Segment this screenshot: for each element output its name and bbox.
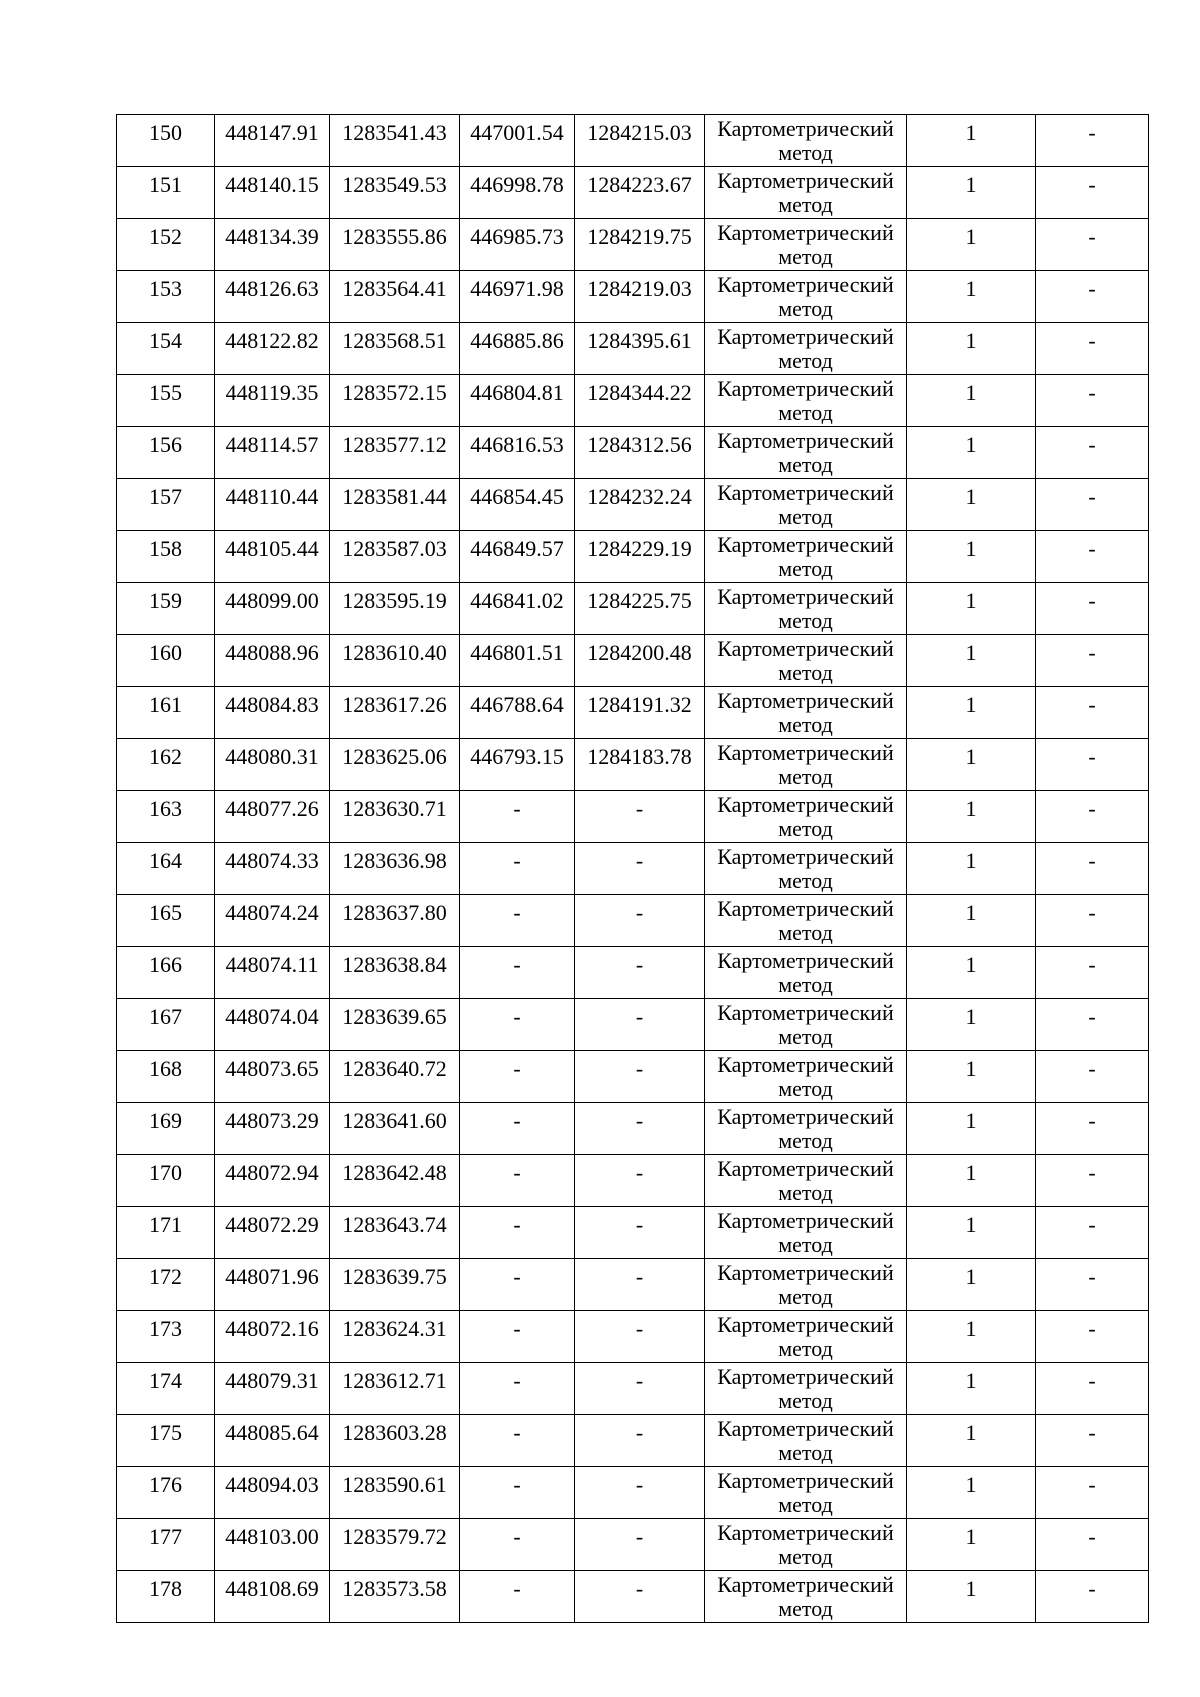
point-number-cell: 154 [117,323,215,375]
existing-y-cell: 1283617.26 [330,687,460,739]
method-text: Картометрический метод [717,169,894,216]
refined-x-cell: - [460,1155,575,1207]
existing-x-cell: 448074.11 [215,947,330,999]
accuracy-cell: 1 [907,1363,1036,1415]
method-cell [705,739,907,791]
refined-x-cell: - [460,1571,575,1623]
point-number-cell: 152 [117,219,215,271]
existing-x-cell: 448147.91 [215,115,330,167]
method-text: Картометрический метод [717,481,894,528]
note-cell: - [1036,687,1149,739]
method-cell [705,895,907,947]
existing-y-cell: 1283624.31 [330,1311,460,1363]
existing-x-cell: 448085.64 [215,1415,330,1467]
existing-x-cell: 448074.24 [215,895,330,947]
refined-y-cell: 1284225.75 [575,583,705,635]
refined-x-cell: - [460,1363,575,1415]
refined-x-cell: 446816.53 [460,427,575,479]
refined-y-cell: - [575,1415,705,1467]
method-text: Картометрический метод [717,377,894,424]
note-cell: - [1036,1207,1149,1259]
refined-y-cell: - [575,999,705,1051]
refined-x-cell: 446793.15 [460,739,575,791]
method-text: Картометрический метод [717,1157,894,1204]
accuracy-cell: 1 [907,219,1036,271]
method-text: Картометрический метод [717,585,894,632]
existing-y-cell: 1283603.28 [330,1415,460,1467]
accuracy-cell: 1 [907,687,1036,739]
refined-x-cell: - [460,947,575,999]
existing-y-cell: 1283625.06 [330,739,460,791]
accuracy-cell: 1 [907,531,1036,583]
refined-x-cell: - [460,999,575,1051]
accuracy-cell: 1 [907,583,1036,635]
coordinates-table [116,114,1149,1623]
method-text: Картометрический метод [717,1313,894,1360]
existing-x-cell: 448094.03 [215,1467,330,1519]
refined-x-cell: - [460,791,575,843]
accuracy-cell: 1 [907,271,1036,323]
accuracy-cell: 1 [907,375,1036,427]
accuracy-cell: 1 [907,323,1036,375]
refined-x-cell: 446788.64 [460,687,575,739]
method-cell [705,167,907,219]
refined-y-cell: - [575,791,705,843]
table-row [117,843,1149,895]
table-row [117,219,1149,271]
accuracy-cell: 1 [907,1207,1036,1259]
refined-y-cell: - [575,947,705,999]
existing-x-cell: 448072.16 [215,1311,330,1363]
existing-y-cell: 1283610.40 [330,635,460,687]
existing-x-cell: 448134.39 [215,219,330,271]
refined-y-cell: 1284200.48 [575,635,705,687]
existing-x-cell: 448072.29 [215,1207,330,1259]
method-cell [705,1207,907,1259]
note-cell: - [1036,1311,1149,1363]
method-cell [705,531,907,583]
method-cell [705,843,907,895]
table-row [117,115,1149,167]
refined-x-cell: - [460,1415,575,1467]
point-number-cell: 155 [117,375,215,427]
refined-x-cell: - [460,895,575,947]
point-number-cell: 163 [117,791,215,843]
note-cell: - [1036,1155,1149,1207]
accuracy-cell: 1 [907,1519,1036,1571]
existing-y-cell: 1283612.71 [330,1363,460,1415]
point-number-cell: 167 [117,999,215,1051]
table-row [117,1519,1149,1571]
accuracy-cell: 1 [907,1155,1036,1207]
note-cell: - [1036,479,1149,531]
existing-y-cell: 1283581.44 [330,479,460,531]
note-cell: - [1036,375,1149,427]
refined-x-cell: - [460,1207,575,1259]
refined-y-cell: 1284219.75 [575,219,705,271]
existing-x-cell: 448074.04 [215,999,330,1051]
table-row [117,479,1149,531]
refined-y-cell: - [575,895,705,947]
existing-y-cell: 1283564.41 [330,271,460,323]
accuracy-cell: 1 [907,479,1036,531]
method-cell [705,1467,907,1519]
existing-y-cell: 1283637.80 [330,895,460,947]
existing-x-cell: 448084.83 [215,687,330,739]
accuracy-cell: 1 [907,843,1036,895]
table-row [117,895,1149,947]
accuracy-cell: 1 [907,1051,1036,1103]
accuracy-cell: 1 [907,1103,1036,1155]
point-number-cell: 175 [117,1415,215,1467]
point-number-cell: 160 [117,635,215,687]
method-cell [705,323,907,375]
method-text: Картометрический метод [717,1209,894,1256]
existing-x-cell: 448105.44 [215,531,330,583]
note-cell: - [1036,999,1149,1051]
method-cell [705,1571,907,1623]
point-number-cell: 153 [117,271,215,323]
existing-y-cell: 1283568.51 [330,323,460,375]
refined-x-cell: 446801.51 [460,635,575,687]
existing-y-cell: 1283642.48 [330,1155,460,1207]
refined-y-cell: - [575,843,705,895]
existing-y-cell: 1283573.58 [330,1571,460,1623]
accuracy-cell: 1 [907,1571,1036,1623]
table-row [117,583,1149,635]
method-text: Картометрический метод [717,1573,894,1620]
method-cell [705,115,907,167]
existing-x-cell: 448103.00 [215,1519,330,1571]
refined-x-cell: - [460,843,575,895]
method-cell [705,1259,907,1311]
refined-x-cell: 446985.73 [460,219,575,271]
method-cell [705,1051,907,1103]
method-cell [705,1519,907,1571]
note-cell: - [1036,271,1149,323]
accuracy-cell: 1 [907,1259,1036,1311]
existing-x-cell: 448071.96 [215,1259,330,1311]
refined-y-cell: - [575,1311,705,1363]
table-row [117,271,1149,323]
method-cell [705,1103,907,1155]
method-cell [705,271,907,323]
point-number-cell: 164 [117,843,215,895]
table-row [117,1051,1149,1103]
point-number-cell: 165 [117,895,215,947]
table-row [117,323,1149,375]
point-number-cell: 159 [117,583,215,635]
method-cell [705,999,907,1051]
refined-y-cell: 1284232.24 [575,479,705,531]
method-cell [705,427,907,479]
existing-y-cell: 1283541.43 [330,115,460,167]
method-text: Картометрический метод [717,637,894,684]
existing-y-cell: 1283579.72 [330,1519,460,1571]
point-number-cell: 158 [117,531,215,583]
existing-y-cell: 1283572.15 [330,375,460,427]
method-text: Картометрический метод [717,1417,894,1464]
existing-x-cell: 448126.63 [215,271,330,323]
point-number-cell: 170 [117,1155,215,1207]
point-number-cell: 150 [117,115,215,167]
existing-x-cell: 448079.31 [215,1363,330,1415]
note-cell: - [1036,1519,1149,1571]
note-cell: - [1036,531,1149,583]
accuracy-cell: 1 [907,999,1036,1051]
point-number-cell: 156 [117,427,215,479]
method-cell [705,479,907,531]
refined-x-cell: 446854.45 [460,479,575,531]
existing-y-cell: 1283630.71 [330,791,460,843]
table-row [117,1415,1149,1467]
method-cell [705,583,907,635]
existing-x-cell: 448088.96 [215,635,330,687]
note-cell: - [1036,1259,1149,1311]
existing-y-cell: 1283643.74 [330,1207,460,1259]
existing-y-cell: 1283638.84 [330,947,460,999]
method-cell [705,375,907,427]
refined-x-cell: - [460,1467,575,1519]
existing-x-cell: 448073.29 [215,1103,330,1155]
existing-y-cell: 1283590.61 [330,1467,460,1519]
method-text: Картометрический метод [717,1261,894,1308]
refined-x-cell: 446841.02 [460,583,575,635]
table-row [117,1571,1149,1623]
note-cell: - [1036,167,1149,219]
point-number-cell: 157 [117,479,215,531]
table-row [117,1363,1149,1415]
existing-x-cell: 448114.57 [215,427,330,479]
refined-y-cell: - [575,1519,705,1571]
note-cell: - [1036,843,1149,895]
accuracy-cell: 1 [907,791,1036,843]
refined-y-cell: - [575,1207,705,1259]
table-row [117,375,1149,427]
existing-y-cell: 1283577.12 [330,427,460,479]
note-cell: - [1036,947,1149,999]
note-cell: - [1036,323,1149,375]
point-number-cell: 172 [117,1259,215,1311]
refined-x-cell: 446804.81 [460,375,575,427]
point-number-cell: 177 [117,1519,215,1571]
point-number-cell: 173 [117,1311,215,1363]
accuracy-cell: 1 [907,635,1036,687]
method-text: Картометрический метод [717,221,894,268]
existing-y-cell: 1283640.72 [330,1051,460,1103]
existing-y-cell: 1283636.98 [330,843,460,895]
method-cell [705,947,907,999]
refined-x-cell: - [460,1103,575,1155]
note-cell: - [1036,895,1149,947]
method-text: Картометрический метод [717,273,894,320]
existing-y-cell: 1283641.60 [330,1103,460,1155]
accuracy-cell: 1 [907,1467,1036,1519]
point-number-cell: 161 [117,687,215,739]
point-number-cell: 171 [117,1207,215,1259]
note-cell: - [1036,115,1149,167]
method-cell [705,1155,907,1207]
note-cell: - [1036,739,1149,791]
method-text: Картометрический метод [717,533,894,580]
method-text: Картометрический метод [717,1105,894,1152]
existing-x-cell: 448072.94 [215,1155,330,1207]
existing-x-cell: 448073.65 [215,1051,330,1103]
existing-y-cell: 1283639.75 [330,1259,460,1311]
method-text: Картометрический метод [717,1469,894,1516]
method-text: Картометрический метод [717,1521,894,1568]
refined-x-cell: 446971.98 [460,271,575,323]
accuracy-cell: 1 [907,1415,1036,1467]
refined-y-cell: - [575,1259,705,1311]
note-cell: - [1036,1363,1149,1415]
accuracy-cell: 1 [907,1311,1036,1363]
table-row [117,1259,1149,1311]
method-text: Картометрический метод [717,1053,894,1100]
note-cell: - [1036,1467,1149,1519]
point-number-cell: 166 [117,947,215,999]
point-number-cell: 178 [117,1571,215,1623]
existing-y-cell: 1283639.65 [330,999,460,1051]
method-text: Картометрический метод [717,429,894,476]
method-cell [705,791,907,843]
refined-y-cell: 1284215.03 [575,115,705,167]
note-cell: - [1036,1571,1149,1623]
point-number-cell: 174 [117,1363,215,1415]
existing-x-cell: 448077.26 [215,791,330,843]
existing-x-cell: 448122.82 [215,323,330,375]
accuracy-cell: 1 [907,947,1036,999]
table-row [117,1207,1149,1259]
refined-y-cell: 1284229.19 [575,531,705,583]
method-cell [705,219,907,271]
note-cell: - [1036,427,1149,479]
refined-y-cell: 1284183.78 [575,739,705,791]
method-text: Картометрический метод [717,117,894,164]
refined-x-cell: 447001.54 [460,115,575,167]
refined-y-cell: 1284191.32 [575,687,705,739]
refined-y-cell: - [575,1103,705,1155]
note-cell: - [1036,1051,1149,1103]
table-body [117,115,1149,1623]
method-cell [705,635,907,687]
refined-x-cell: - [460,1259,575,1311]
existing-x-cell: 448080.31 [215,739,330,791]
accuracy-cell: 1 [907,895,1036,947]
table-row [117,1467,1149,1519]
existing-x-cell: 448099.00 [215,583,330,635]
accuracy-cell: 1 [907,739,1036,791]
table-row [117,167,1149,219]
method-text: Картометрический метод [717,741,894,788]
note-cell: - [1036,1103,1149,1155]
refined-x-cell: 446849.57 [460,531,575,583]
table-row [117,531,1149,583]
accuracy-cell: 1 [907,167,1036,219]
point-number-cell: 151 [117,167,215,219]
method-text: Картометрический метод [717,845,894,892]
table-row [117,739,1149,791]
table-row [117,1103,1149,1155]
point-number-cell: 162 [117,739,215,791]
method-text: Картометрический метод [717,949,894,996]
note-cell: - [1036,1415,1149,1467]
table-row [117,947,1149,999]
table-row [117,1311,1149,1363]
refined-y-cell: - [575,1155,705,1207]
refined-y-cell: 1284395.61 [575,323,705,375]
note-cell: - [1036,583,1149,635]
method-text: Картометрический метод [717,325,894,372]
method-cell [705,687,907,739]
refined-x-cell: - [460,1311,575,1363]
existing-x-cell: 448074.33 [215,843,330,895]
table-row [117,791,1149,843]
existing-x-cell: 448140.15 [215,167,330,219]
table-row [117,687,1149,739]
refined-y-cell: 1284344.22 [575,375,705,427]
point-number-cell: 176 [117,1467,215,1519]
table-row [117,999,1149,1051]
note-cell: - [1036,219,1149,271]
refined-x-cell: - [460,1051,575,1103]
table-row [117,1155,1149,1207]
refined-x-cell: 446885.86 [460,323,575,375]
method-text: Картометрический метод [717,1365,894,1412]
method-text: Картометрический метод [717,793,894,840]
existing-y-cell: 1283587.03 [330,531,460,583]
accuracy-cell: 1 [907,427,1036,479]
existing-y-cell: 1283595.19 [330,583,460,635]
table-row [117,635,1149,687]
accuracy-cell: 1 [907,115,1036,167]
method-text: Картометрический метод [717,897,894,944]
method-text: Картометрический метод [717,689,894,736]
refined-x-cell: - [460,1519,575,1571]
refined-y-cell: - [575,1051,705,1103]
note-cell: - [1036,791,1149,843]
refined-y-cell: - [575,1467,705,1519]
existing-x-cell: 448108.69 [215,1571,330,1623]
point-number-cell: 169 [117,1103,215,1155]
refined-y-cell: - [575,1571,705,1623]
existing-x-cell: 448110.44 [215,479,330,531]
existing-y-cell: 1283549.53 [330,167,460,219]
point-number-cell: 168 [117,1051,215,1103]
note-cell: - [1036,635,1149,687]
method-cell [705,1415,907,1467]
method-cell [705,1363,907,1415]
refined-y-cell: 1284312.56 [575,427,705,479]
method-cell [705,1311,907,1363]
method-text: Картометрический метод [717,1001,894,1048]
existing-x-cell: 448119.35 [215,375,330,427]
refined-y-cell: 1284219.03 [575,271,705,323]
existing-y-cell: 1283555.86 [330,219,460,271]
refined-x-cell: 446998.78 [460,167,575,219]
refined-y-cell: 1284223.67 [575,167,705,219]
table-row [117,427,1149,479]
refined-y-cell: - [575,1363,705,1415]
